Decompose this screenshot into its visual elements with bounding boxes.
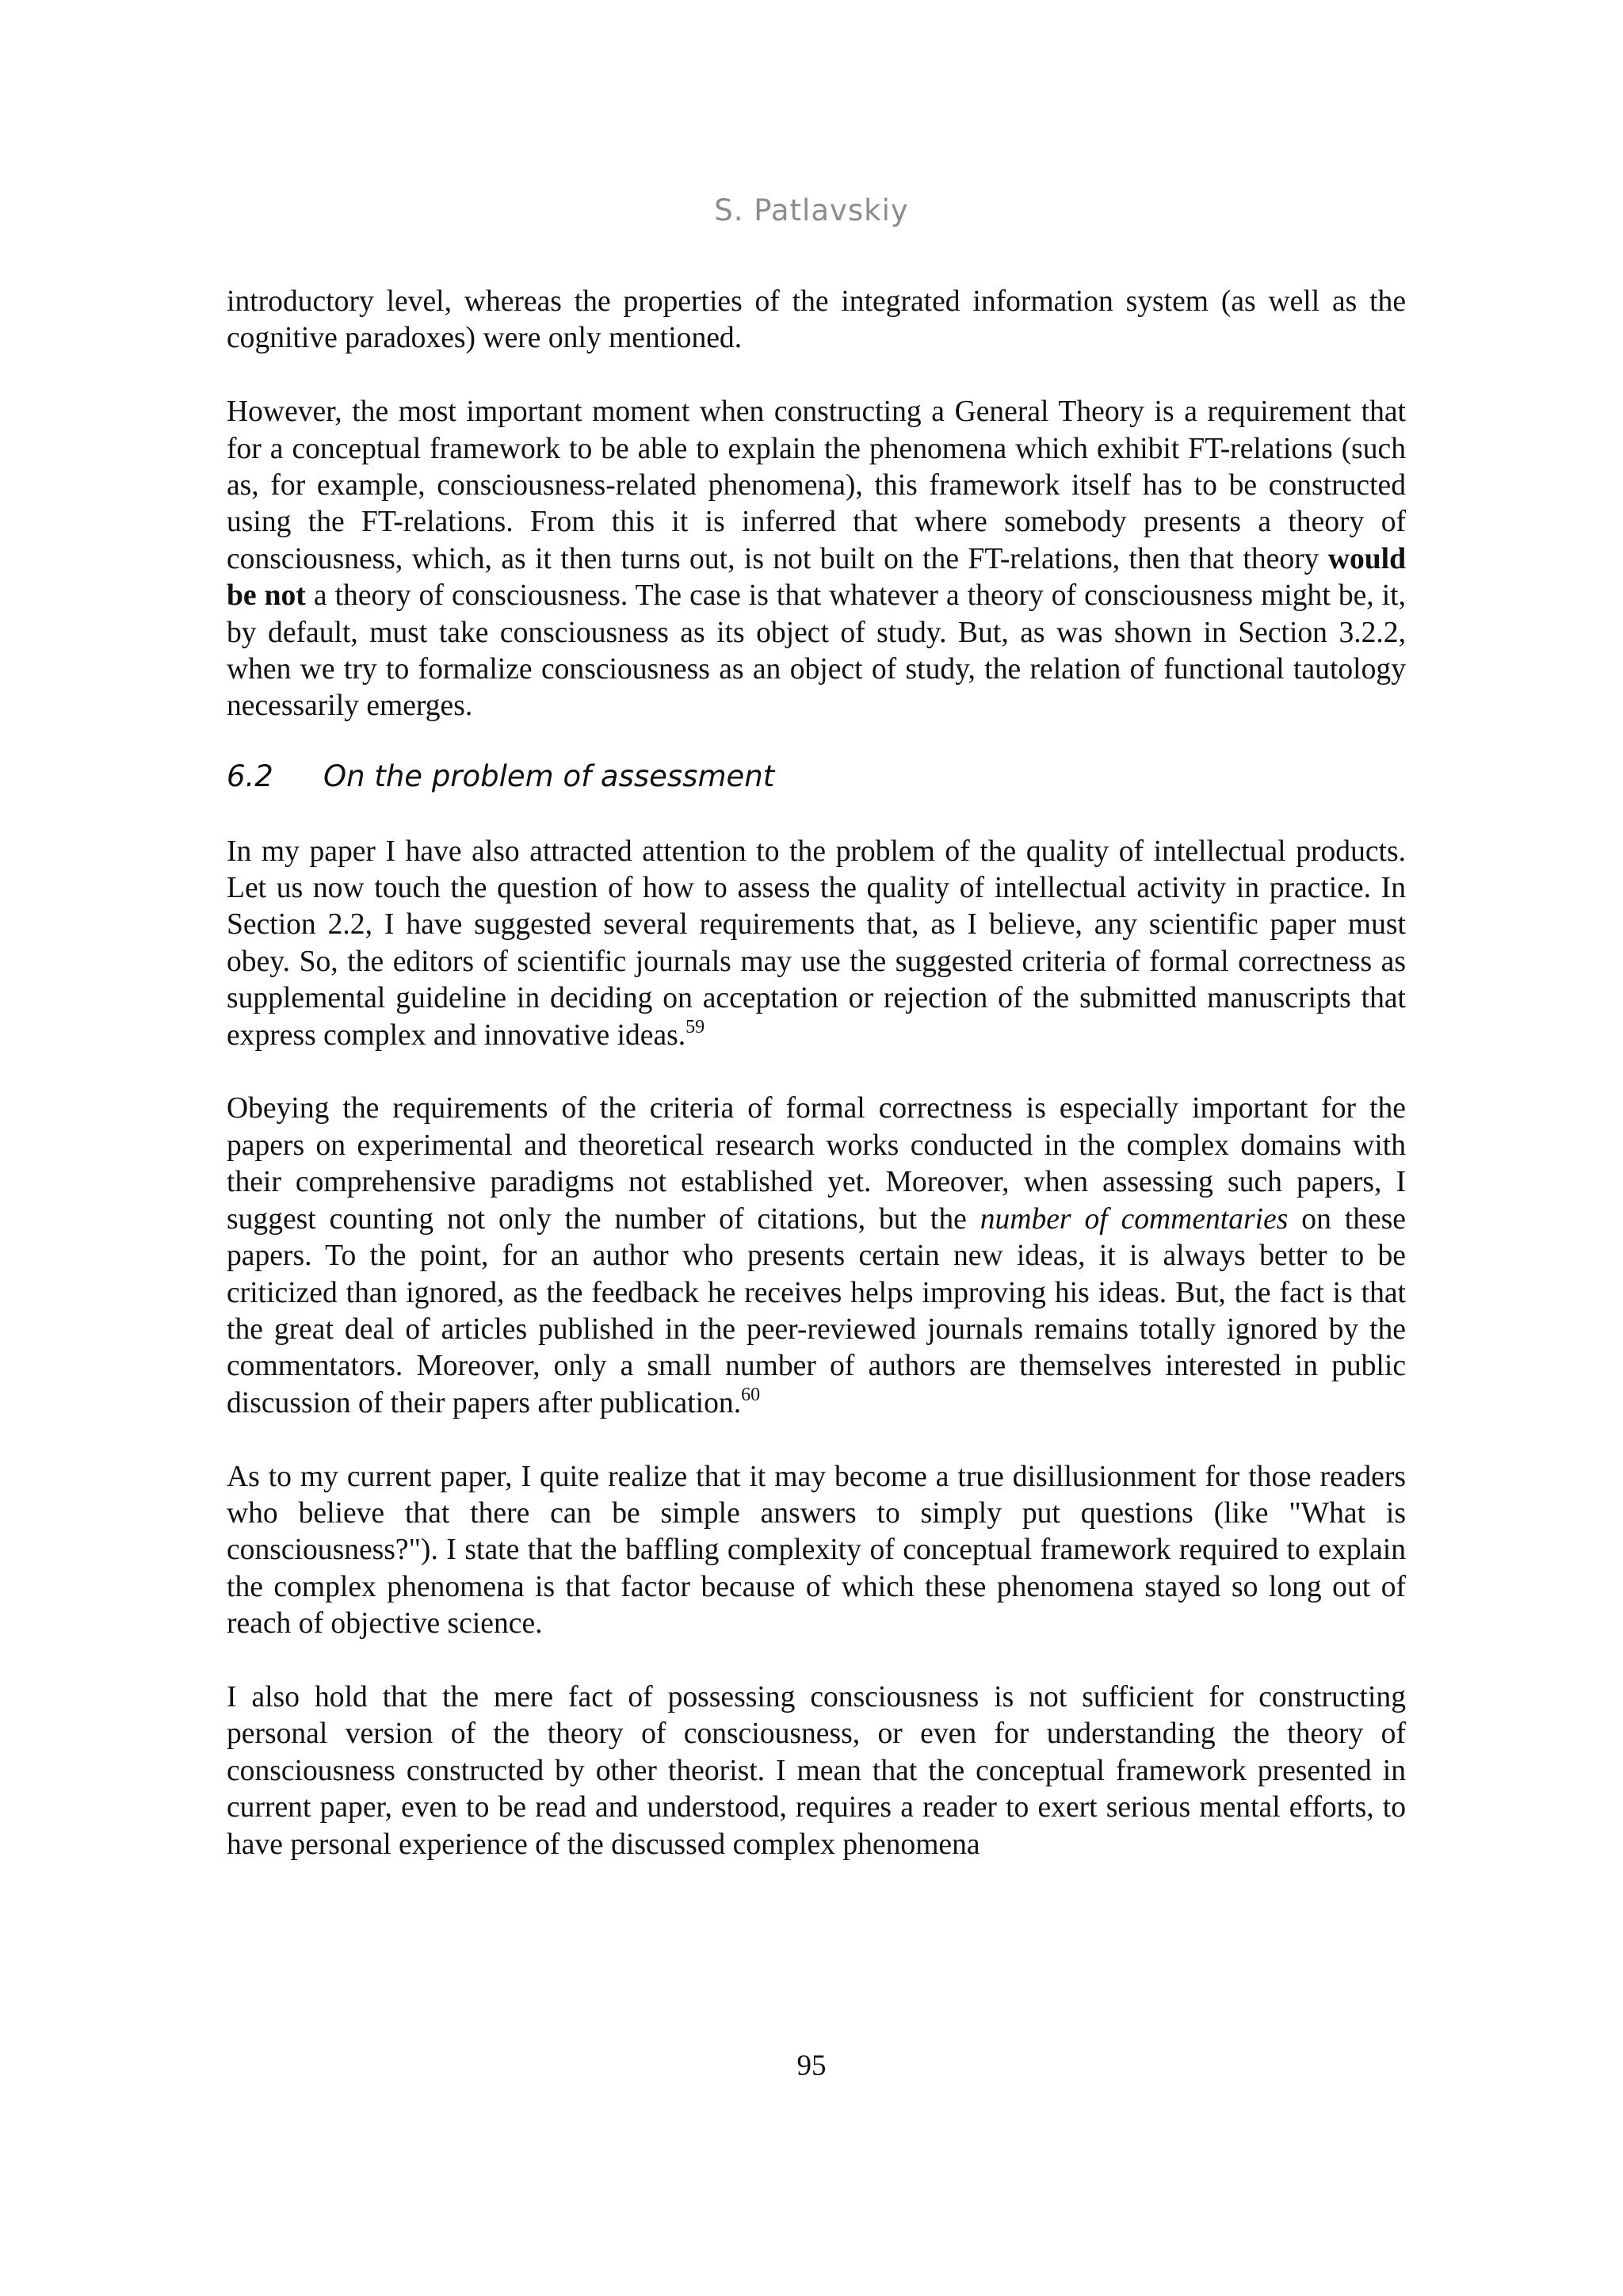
paragraph-2-text-b: a theory of consciousness. The case is that whatever a theory of consciousness might be, it, by default, must take consciousness as its object of study. But, as was shown in Section 3.2.2, when we try to formalize consciousness as an object of study, the relation of functional tautology necessarily emerges.: [227, 579, 1406, 723]
paragraph-3-text: In my paper I have also attracted attention to the problem of the quality of intellectual products. Let us now touch the question of how to assess the quality of intellectual activity in practice. In Section 2.2, I have suggested several requirements that, as I believe, any scientific paper must obey. So, the editors of scientific journals may use the suggested criteria of formal correctness as supplemental guideline in deciding on acceptation or rejection of the submitted manuscripts that express complex and innovative ideas.: [227, 835, 1406, 1052]
paragraph-4-italic: number of commentaries: [980, 1202, 1289, 1236]
paragraph-1: introductory level, whereas the properties of the integrated information system (as well as the cognitive paradoxes) were only mentioned.: [227, 285, 1406, 355]
paragraph-4-text-a: Obeying the requirements of the criteria of formal correctness is especially important for the papers on experimental and theoretical research works conducted in the complex domains with their comprehensive paradigms not established yet. Moreover, when assessing such papers, I suggest counting not only the number of citations, but the: [227, 1092, 1406, 1236]
section-heading: [227, 758, 1406, 795]
paragraph-4: [227, 1091, 1406, 1422]
paragraph-5: As to my current paper, I quite realize that it may become a true disillusionment for those readers who believe that there can be simple answers to simply put questions (like "What is consciousness?"). I state that the baffling complexity of conceptual framework required to explain the complex phenomena is that factor because of which these phenomena stayed so long out of reach of objective science.: [227, 1460, 1406, 1641]
paragraph-2-text-a: However, the most important moment when constructing a General Theory is a requirement that for a conceptual framework to be able to explain the phenomena which exhibit FT-relations (such as, for example, consciousness-related phenomena), this framework itself has to be constructed using the FT-relations. From this it is inferred that where somebody presents a theory of consciousness, which, as it then turns out, is not built on the FT-relations, then that theory: [227, 395, 1406, 575]
section-number: 6.2: [227, 759, 273, 794]
body-text: [227, 284, 1406, 1900]
footnote-ref-59[interactable]: 59: [685, 1016, 705, 1037]
paragraph-6: I also hold that the mere fact of possessing consciousness is not sufficient for constructing personal version of the theory of consciousness, or even for understanding the theory of consciousness constructed by other theorist. I mean that the conceptual framework presented in current paper, even to be read and understood, requires a reader to exert serious mental efforts, to have personal experience of the discussed complex phenomena: [227, 1680, 1406, 1861]
paragraph-2: [227, 394, 1406, 725]
paragraph-2-bold: would be not: [227, 542, 1406, 613]
page-number: 95: [796, 2050, 827, 2082]
paragraph-4-text-b: on these papers. To the point, for an author who presents certain new ideas, it is always better to be criticized than ignored, as the feedback he receives helps improving his ideas. But, the fact is that the great deal of articles published in the peer-reviewed journals remains totally ignored by the commentators. Moreover, only a small number of authors are themselves interested in public discussion of their papers after publication.: [227, 1202, 1406, 1419]
section-title: On the problem of assessment: [323, 759, 775, 794]
running-head: S. Patlavskiy: [714, 193, 909, 227]
footnote-ref-60[interactable]: 60: [741, 1384, 761, 1405]
paragraph-3: [227, 834, 1406, 1054]
